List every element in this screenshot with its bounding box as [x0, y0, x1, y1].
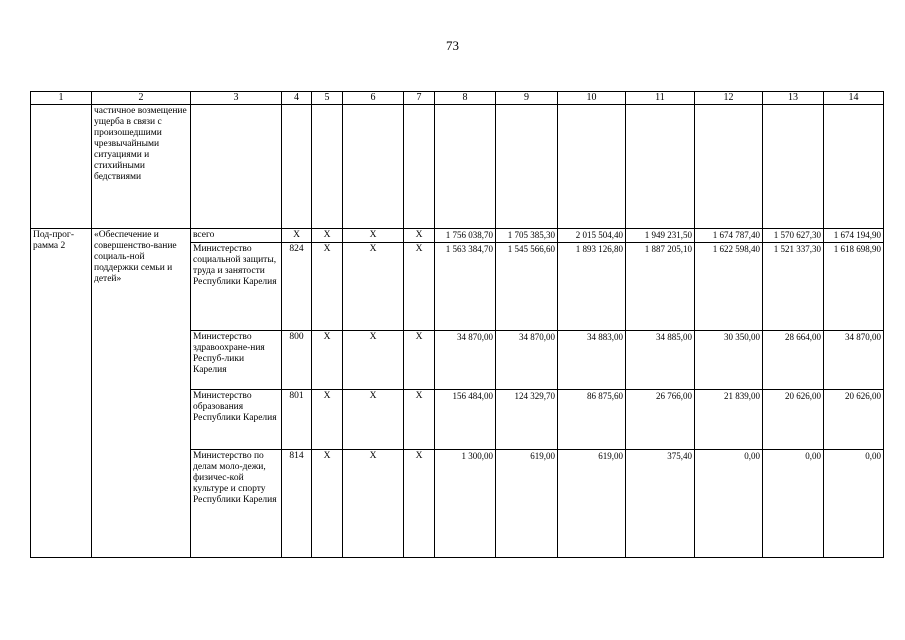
value-cell: 1 618 698,90: [824, 243, 884, 331]
value-cell: 34 885,00: [626, 331, 695, 390]
code-cell: 814: [282, 450, 312, 558]
column-number: 13: [763, 92, 824, 105]
value-cell: 86 875,60: [558, 390, 626, 450]
code-cell: 800: [282, 331, 312, 390]
column-number: 14: [824, 92, 884, 105]
value-cell: 375,40: [626, 450, 695, 558]
code-cell: X: [282, 229, 312, 243]
value-cell: 20 626,00: [763, 390, 824, 450]
org-cell: всего: [191, 229, 282, 243]
column-number: 10: [558, 92, 626, 105]
value-cell: 619,00: [496, 450, 558, 558]
table-row-total: [31, 229, 884, 243]
value-cell: 26 766,00: [626, 390, 695, 450]
value-cell: 1 622 598,40: [695, 243, 763, 331]
code-cell: X: [343, 229, 404, 243]
subprogram-label: Под-прог-рамма 2: [31, 229, 92, 558]
value-cell: 2 015 504,40: [558, 229, 626, 243]
value-cell: 124 329,70: [496, 390, 558, 450]
value-cell: 1 521 337,30: [763, 243, 824, 331]
value-cell: 0,00: [695, 450, 763, 558]
code-cell: X: [312, 229, 343, 243]
code-cell: X: [312, 390, 343, 450]
column-number: 2: [92, 92, 191, 105]
org-cell: Министерство по делам моло-дежи, физичес-кой культуре и спорту Республики Карелия: [191, 450, 282, 558]
subprogram-name: «Обеспечение и совершенство-вание социаль-ной поддержки семьи и детей»: [92, 229, 191, 558]
code-cell: X: [343, 243, 404, 331]
value-cell: 34 870,00: [435, 331, 496, 390]
column-number: 8: [435, 92, 496, 105]
value-cell: 156 484,00: [435, 390, 496, 450]
column-number: 4: [282, 92, 312, 105]
code-cell: X: [312, 331, 343, 390]
column-number: 11: [626, 92, 695, 105]
code-cell: X: [343, 331, 404, 390]
code-cell: X: [404, 390, 435, 450]
code-cell: X: [343, 450, 404, 558]
value-cell: 1 545 566,60: [496, 243, 558, 331]
value-cell: 34 870,00: [496, 331, 558, 390]
value-cell: 20 626,00: [824, 390, 884, 450]
column-number: 3: [191, 92, 282, 105]
continuation-row: [31, 105, 884, 229]
continuation-text: частичное возмещение ущерба в связи с произошедшими чрезвычайными ситуациями и стихийными бедствиями: [92, 105, 191, 229]
value-cell: 1 674 194,90: [824, 229, 884, 243]
value-cell: 1 300,00: [435, 450, 496, 558]
org-cell: Министерство социальной защиты, труда и занятости Республики Карелия: [191, 243, 282, 331]
page-number: 73: [446, 38, 459, 53]
column-number-row: [31, 92, 884, 105]
code-cell: X: [312, 243, 343, 331]
code-cell: X: [404, 331, 435, 390]
column-number: 5: [312, 92, 343, 105]
value-cell: 1 563 384,70: [435, 243, 496, 331]
column-number: 9: [496, 92, 558, 105]
value-cell: 34 870,00: [824, 331, 884, 390]
column-number: 1: [31, 92, 92, 105]
value-cell: 0,00: [824, 450, 884, 558]
value-cell: 1 674 787,40: [695, 229, 763, 243]
org-cell: Министерство образования Республики Карелия: [191, 390, 282, 450]
code-cell: X: [404, 229, 435, 243]
code-cell: X: [343, 390, 404, 450]
org-cell: Министерство здравоохране-ния Респуб-лики Карелия: [191, 331, 282, 390]
value-cell: 619,00: [558, 450, 626, 558]
code-cell: X: [404, 243, 435, 331]
code-cell: X: [312, 450, 343, 558]
value-cell: 1 893 126,80: [558, 243, 626, 331]
column-number: 12: [695, 92, 763, 105]
value-cell: 1 756 038,70: [435, 229, 496, 243]
value-cell: 21 839,00: [695, 390, 763, 450]
code-cell: X: [404, 450, 435, 558]
value-cell: 1 887 205,10: [626, 243, 695, 331]
value-cell: 1 949 231,50: [626, 229, 695, 243]
value-cell: 28 664,00: [763, 331, 824, 390]
code-cell: 824: [282, 243, 312, 331]
value-cell: 0,00: [763, 450, 824, 558]
value-cell: 34 883,00: [558, 331, 626, 390]
column-number: 6: [343, 92, 404, 105]
value-cell: 30 350,00: [695, 331, 763, 390]
code-cell: 801: [282, 390, 312, 450]
value-cell: 1 570 627,30: [763, 229, 824, 243]
column-number: 7: [404, 92, 435, 105]
value-cell: 1 705 385,30: [496, 229, 558, 243]
budget-table: [30, 91, 884, 558]
